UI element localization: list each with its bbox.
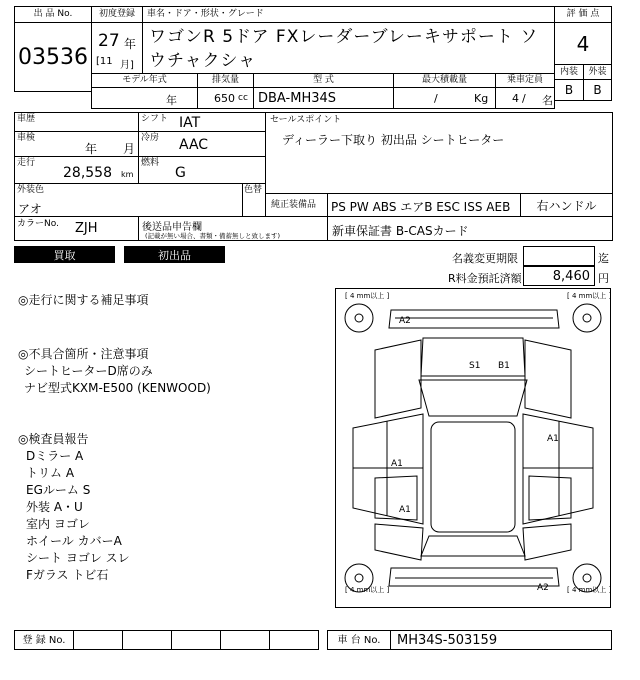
exterior-label: 外装	[583, 64, 612, 80]
damage-mark-right-side: A1	[547, 434, 559, 444]
inspector-line: Dミラー A	[26, 449, 84, 463]
driving-notes-title: ◎走行に関する補足事項	[18, 293, 149, 307]
reg-no-label: 登 録 No.	[14, 630, 74, 650]
right-side	[523, 414, 593, 524]
max-load: / Kg	[393, 87, 496, 109]
vehicle-condition-diagram	[335, 288, 611, 608]
lot-no: 03536	[14, 22, 92, 92]
recycle-unit: 円	[598, 272, 609, 285]
damage-mark-s1: S1	[469, 361, 481, 371]
reg-no-cell	[171, 630, 221, 650]
defect-line: ナビ型式KXM-E500 (KENWOOD)	[24, 381, 211, 395]
displacement: 650 cc	[197, 87, 254, 109]
mileage-cell: 走行 28,558 km	[14, 156, 139, 184]
tire-depth-fl: [ 4 mm以上 ]	[345, 292, 390, 300]
damage-mark-left-rear-door: A1	[399, 505, 411, 515]
model-type: DBA-MH34S	[253, 87, 394, 109]
damage-mark-b1: B1	[498, 361, 510, 371]
front-bumper	[389, 310, 559, 328]
first-reg-value: 27 年 [11 月]	[91, 22, 143, 74]
color-change-cell: 色替	[242, 183, 266, 217]
reg-no-cell	[122, 630, 172, 650]
reg-no-cell	[269, 630, 319, 650]
first-reg-year: 27	[98, 31, 120, 51]
rear-glass	[421, 536, 525, 556]
defects-title: ◎不具合箇所・注意事項	[18, 347, 149, 361]
first-reg-label: 初度登録	[91, 6, 143, 23]
tire-depth-fr: [ 4 mm以上 ]	[567, 292, 611, 300]
wheel-fr	[573, 304, 601, 332]
tire-depth-rl: [ 4 mm以上 ]	[345, 586, 390, 594]
equipment: PS PW ABS エアB ESC ISS AEB	[327, 193, 521, 217]
inspector-line: ホイール カバーA	[26, 534, 122, 548]
interior-label: 内装	[554, 64, 584, 80]
recycle-label: R料金預託済額	[448, 272, 522, 285]
ext-color-cell: 外装色 アオ	[14, 183, 243, 217]
damage-mark-left-front-door: A1	[391, 459, 403, 469]
color-no-cell: カラーNo. ZJH	[14, 216, 139, 241]
damage-mark-rear-bumper: A2	[537, 583, 549, 593]
damage-mark-front-bumper: A2	[399, 316, 411, 326]
max-load-label: 最大積載量	[393, 73, 496, 88]
car-name-label: 車名・ドア・形状・グレード	[142, 6, 555, 23]
inspector-line: 室内 ヨゴレ	[26, 517, 90, 531]
windshield	[419, 380, 527, 416]
left-fender	[375, 340, 421, 418]
type-label: 型 式	[253, 73, 394, 88]
inspector-line: Fガラス トビ石	[26, 568, 109, 582]
displacement-label: 排気量	[197, 73, 254, 88]
aircon-cell: 冷房 AAC	[138, 131, 266, 157]
tire-depth-rr: [ 4 mm以上 ]	[567, 586, 611, 594]
model-year-label: モデル年式	[91, 73, 198, 88]
roof	[431, 422, 515, 532]
rear-bumper	[389, 568, 559, 586]
first-reg-month: [11	[96, 56, 113, 67]
car-name: ワゴンR 5ドア FXレーダーブレーキサポート ソウチャクシャ	[142, 22, 555, 74]
rear-quarter-left	[375, 524, 423, 560]
lot-no-label: 出 品 No.	[14, 6, 92, 23]
chassis-no: MH34S-503159	[390, 630, 612, 650]
shift-cell: シフト IAT	[138, 112, 266, 132]
recycle-box: 8,460	[523, 266, 595, 286]
capacity-label: 乗車定員	[495, 73, 555, 88]
chassis-label: 車 台 No.	[327, 630, 391, 650]
inspector-line: EGルーム S	[26, 483, 91, 497]
score-label: 評 価 点	[554, 6, 612, 23]
fuel-cell: 燃料 G	[138, 156, 266, 184]
inspector-title: ◎検査員報告	[18, 432, 89, 446]
left-side	[353, 414, 423, 524]
exterior-score: B	[583, 79, 612, 101]
name-change-box	[523, 246, 595, 266]
aftermarket-cell: 後送品申告欄 (記載が無い場合、書類・備蓄無しと致します)	[138, 216, 328, 241]
name-change-suffix: 迄	[598, 252, 609, 265]
steering: 右ハンドル	[520, 193, 613, 217]
inspector-line: 外装 A・U	[26, 500, 83, 514]
model-year: 年	[91, 87, 198, 109]
buy-tag: 買取	[14, 246, 115, 263]
history-cell: 車歴	[14, 112, 139, 132]
warranty-cell: 新車保証書 B-CASカード	[327, 216, 613, 241]
inspector-line: トリム A	[26, 466, 75, 480]
interior-score: B	[554, 79, 584, 101]
defect-line: シートヒーターD席のみ	[24, 364, 153, 378]
reg-no-cell	[73, 630, 123, 650]
capacity: 4 / 名	[495, 87, 555, 109]
sales-point-box: セールスポイント ディーラー下取り 初出品 シートヒーター	[265, 112, 613, 194]
right-fender	[525, 340, 571, 418]
first-listing-tag: 初出品	[124, 246, 225, 263]
score: 4	[554, 22, 612, 65]
wheel-fl	[345, 304, 373, 332]
inspection-cell: 車検 年 月	[14, 131, 139, 157]
reg-no-cell	[220, 630, 270, 650]
rear-quarter-right	[523, 524, 571, 560]
inspector-line: シート ヨゴレ スレ	[26, 551, 130, 565]
equipment-label: 純正装備品	[265, 193, 328, 217]
name-change-label: 名義変更期限	[452, 252, 518, 265]
